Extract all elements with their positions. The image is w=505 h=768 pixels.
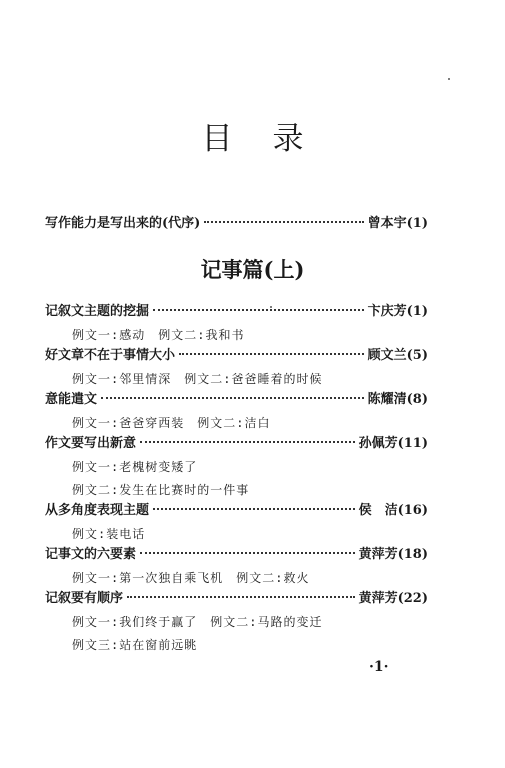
entry-author-page: 陈耀清(8) [367, 392, 428, 407]
entry-title: 记叙文主题的挖掘 [45, 304, 150, 319]
example-line: 例文一:感动 例文二:我和书 [72, 328, 245, 342]
example-line: 例文一:爸爸穿西装 例文二:洁白 [72, 416, 271, 430]
entry-title: 记事文的六要素 [45, 547, 137, 562]
entry-title: 从多角度表现主题 [45, 503, 150, 518]
entry-author-page: 顾文兰(5) [367, 348, 428, 363]
dot-leader [153, 309, 364, 311]
example-line: 例文一:我们终于赢了 例文二:马路的变迁 [72, 615, 323, 629]
entry-title: 意能遣文 [45, 392, 98, 407]
entry-author-page: 孙佩芳(11) [358, 436, 428, 451]
page-title: 目录 [201, 121, 344, 157]
entry-author-page: 卞庆芳(1) [367, 304, 428, 319]
dot-leader [153, 508, 355, 510]
toc-entry[interactable] [45, 587, 428, 609]
toc-entry[interactable] [45, 432, 428, 454]
example-line: 例文:装电话 [72, 527, 146, 541]
dot-leader [140, 552, 355, 554]
toc-entry-preface[interactable] [45, 212, 428, 234]
scan-speck [448, 78, 450, 80]
dot-leader [204, 221, 363, 223]
example-line: 例文一:第一次独自乘飞机 例文二:救火 [72, 571, 310, 585]
entry-title: 写作能力是写出来的(代序) [45, 216, 201, 231]
entry-author-page: 曾本宇(1) [367, 216, 428, 231]
example-line: 例文一:邻里情深 例文二:爸爸睡着的时候 [72, 372, 323, 386]
entry-author-page: 黄萍芳(18) [358, 547, 428, 562]
dot-leader [179, 353, 364, 355]
toc-entry[interactable] [45, 344, 428, 366]
entry-title: 作文要写出新意 [45, 436, 137, 451]
dot-leader [140, 441, 355, 443]
entry-title: 好文章不在于事情大小 [45, 348, 176, 363]
toc-entry[interactable] [45, 499, 428, 521]
toc-entry[interactable] [45, 388, 428, 410]
scan-speck [270, 306, 272, 308]
example-line: 例文二:发生在比赛时的一件事 [72, 483, 250, 497]
toc-entry[interactable] [45, 543, 428, 565]
page-number: ·1· [369, 659, 389, 675]
toc-entry[interactable] [45, 300, 428, 322]
entry-author-page: 侯 洁(16) [358, 503, 428, 518]
section-heading: 记事篇(上) [200, 257, 305, 282]
entry-author-page: 黄萍芳(22) [358, 591, 428, 606]
example-line: 例文一:老槐树变矮了 [72, 460, 198, 474]
dot-leader [101, 397, 364, 399]
example-line: 例文三:站在窗前远眺 [72, 638, 198, 652]
dot-leader [127, 596, 355, 598]
entry-title: 记叙要有顺序 [45, 591, 124, 606]
